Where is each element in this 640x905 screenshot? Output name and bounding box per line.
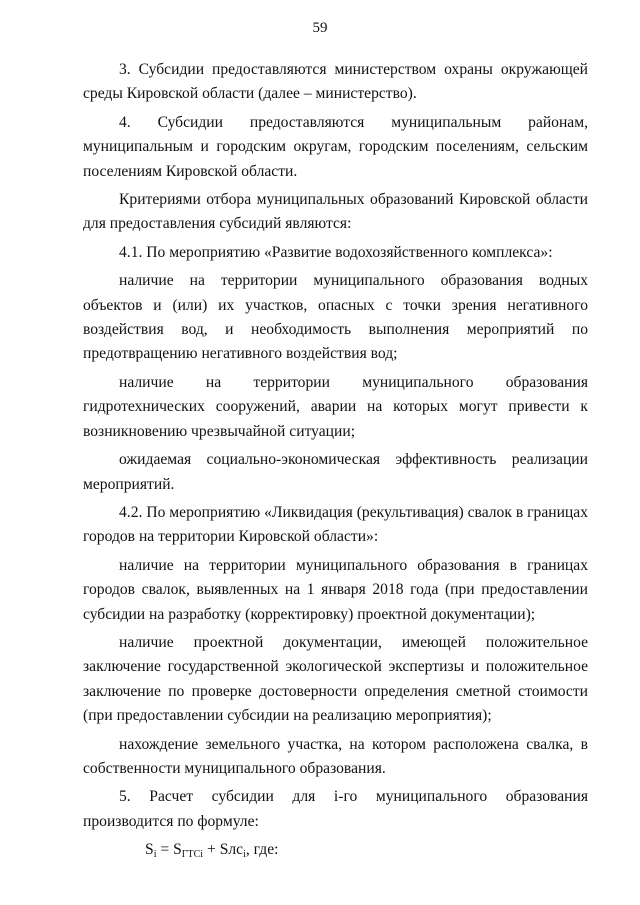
subsidy-formula: [83, 838, 588, 862]
paragraph-subsidy-recipients: 4. Субсидии предоставляются муниципальным районам, муниципальным и городским округам, городским поселениям, сельским поселениям Кировской области.: [83, 113, 588, 180]
formula-term1: S: [173, 841, 182, 859]
paragraph-calculation: 5. Расчет субсидии для i-го муниципального образования производится по формуле:: [83, 788, 588, 830]
formula-eq: =: [156, 841, 174, 859]
paragraph-4-1-heading: 4.1. По мероприятию «Развитие водохозяйственного комплекса»:: [119, 243, 553, 261]
paragraph-selection-criteria: Критериями отбора муниципальных образований Кировской области для предоставления субсидий являются:: [83, 191, 588, 233]
page-number: 59: [312, 20, 328, 36]
paragraph-4-1-criterion-3: ожидаемая социально-экономическая эффективность реализации мероприятий.: [83, 451, 588, 493]
formula-plus: +: [203, 841, 220, 859]
paragraph-4-2-heading: 4.2. По мероприятию «Ликвидация (рекультивация) свалок в границах городов на территории Кировской области»:: [83, 503, 588, 546]
formula-term2-sub: i: [243, 849, 246, 861]
formula-term2: Sлс: [219, 841, 244, 859]
formula-tail: , где:: [245, 841, 279, 859]
formula-lhs: S: [145, 841, 154, 859]
paragraph-4-2-criterion-1: наличие на территории муниципального образования в границах городов свалок, выявленных на 1 января 2018 года (при предоставлении субсидии на разработку (корректировку) проектной документации);: [83, 556, 588, 623]
formula-term1-sub: ГТСi: [181, 849, 204, 861]
paragraph-4-2-criterion-2: наличие проектной документации, имеющей положительное заключение государственной экологической экспертизы и положительное заключение по проверке достоверности определения сметной стоимости (при предоставлении субсидии на реализацию мероприятия);: [83, 633, 588, 725]
formula-lhs-sub: i: [153, 849, 157, 861]
paragraph-4-2-criterion-3: нахождение земельного участка, на котором расположена свалка, в собственности муниципального образования.: [83, 735, 588, 777]
document-body: [83, 58, 588, 867]
paragraph-4-1-criterion-1: наличие на территории муниципального образования водных объектов и (или) их участков, опасных с точки зрения негативного воздействия вод, и необходимость выполнения мероприятий по предотвращению негативного воздействия вод;: [83, 272, 588, 363]
paragraph-4-1-criterion-2: наличие на территории муниципального образования гидротехнических сооружений, аварии на которых могут привести к возникновению чрезвычайной ситуации;: [83, 373, 588, 440]
paragraph-subsidy-provider: 3. Субсидии предоставляются министерством охраны окружающей среды Кировской области (далее – министерство).: [83, 61, 588, 103]
